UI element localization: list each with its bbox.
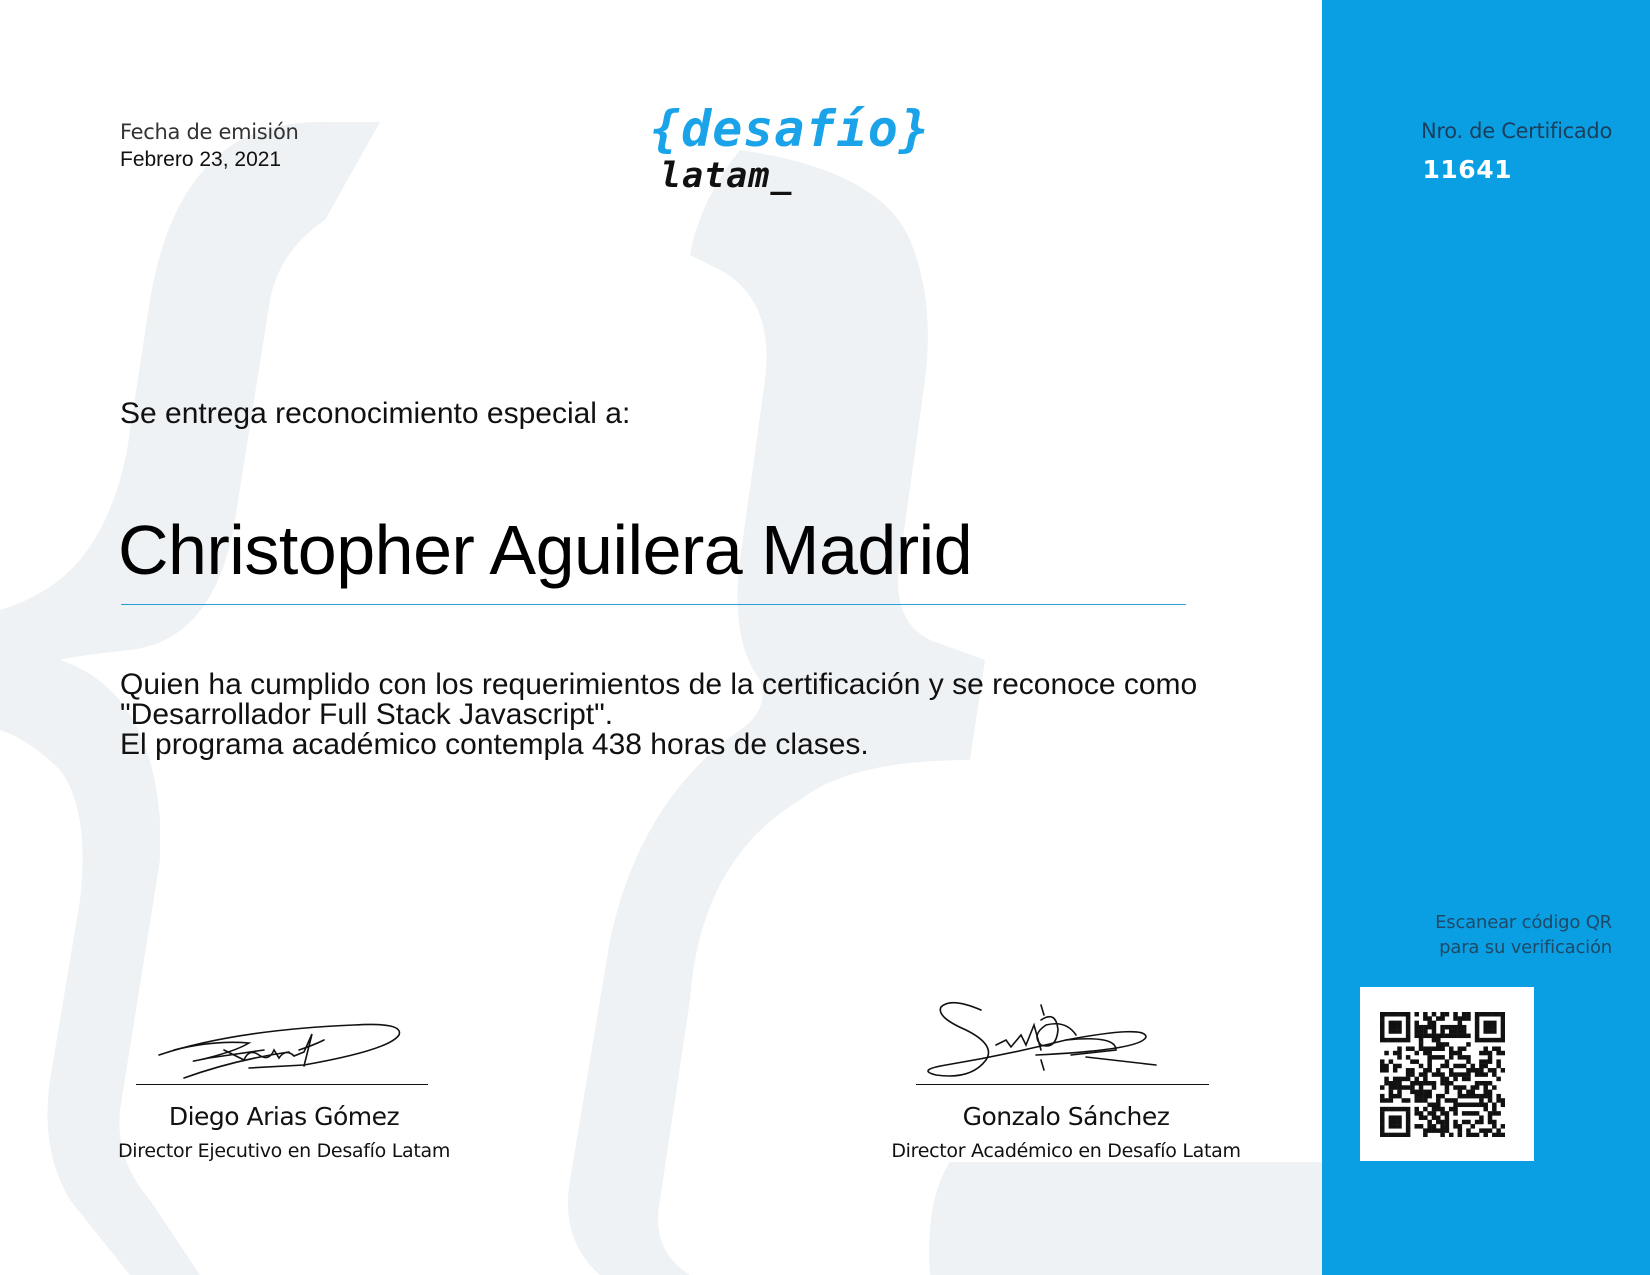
signature-image (154, 1010, 414, 1080)
issue-date-label: Fecha de emisión (120, 120, 299, 144)
certificate-sidebar (1322, 0, 1650, 1275)
desafio-latam-logo (650, 100, 930, 200)
signatory-role: Director Académico en Desafío Latam (891, 1140, 1241, 1162)
signatory-role: Director Ejecutivo en Desafío Latam (117, 1140, 451, 1162)
description-line: "Desarrollador Full Stack Javascript". (120, 698, 614, 731)
signature-line (136, 1084, 428, 1085)
certificate-number: 11641 (1422, 155, 1512, 184)
qr-caption-line: para su verificación (1439, 937, 1612, 958)
qr-caption-line: Escanear código QR (1435, 912, 1612, 933)
intro-text: Se entrega reconocimiento especial a: (120, 397, 631, 430)
signatory-name: Diego Arias Gómez (168, 1102, 400, 1131)
logo-wordmark-top: {desafío} (650, 100, 930, 158)
qr-code-icon (1380, 1012, 1505, 1137)
recipient-underline (121, 604, 1186, 605)
description-line: Quien ha cumplido con los requerimientos de la certificación y se reconoce como (120, 668, 1198, 701)
logo-wordmark-bottom: latam_ (660, 156, 793, 196)
qr-caption (1342, 910, 1612, 960)
signature-image (916, 995, 1176, 1085)
recipient-name: Christopher Aguilera Madrid (118, 511, 973, 589)
certificate-number-label: Nro. de Certificado (1420, 119, 1612, 143)
description-line: El programa académico contempla 438 horas de clases. (120, 728, 869, 761)
signatory-name: Gonzalo Sánchez (962, 1102, 1170, 1131)
signature-line (916, 1084, 1209, 1085)
verification-qr-code[interactable] (1360, 987, 1534, 1161)
issue-date-value: Febrero 23, 2021 (120, 148, 282, 171)
certification-description (120, 670, 1240, 760)
